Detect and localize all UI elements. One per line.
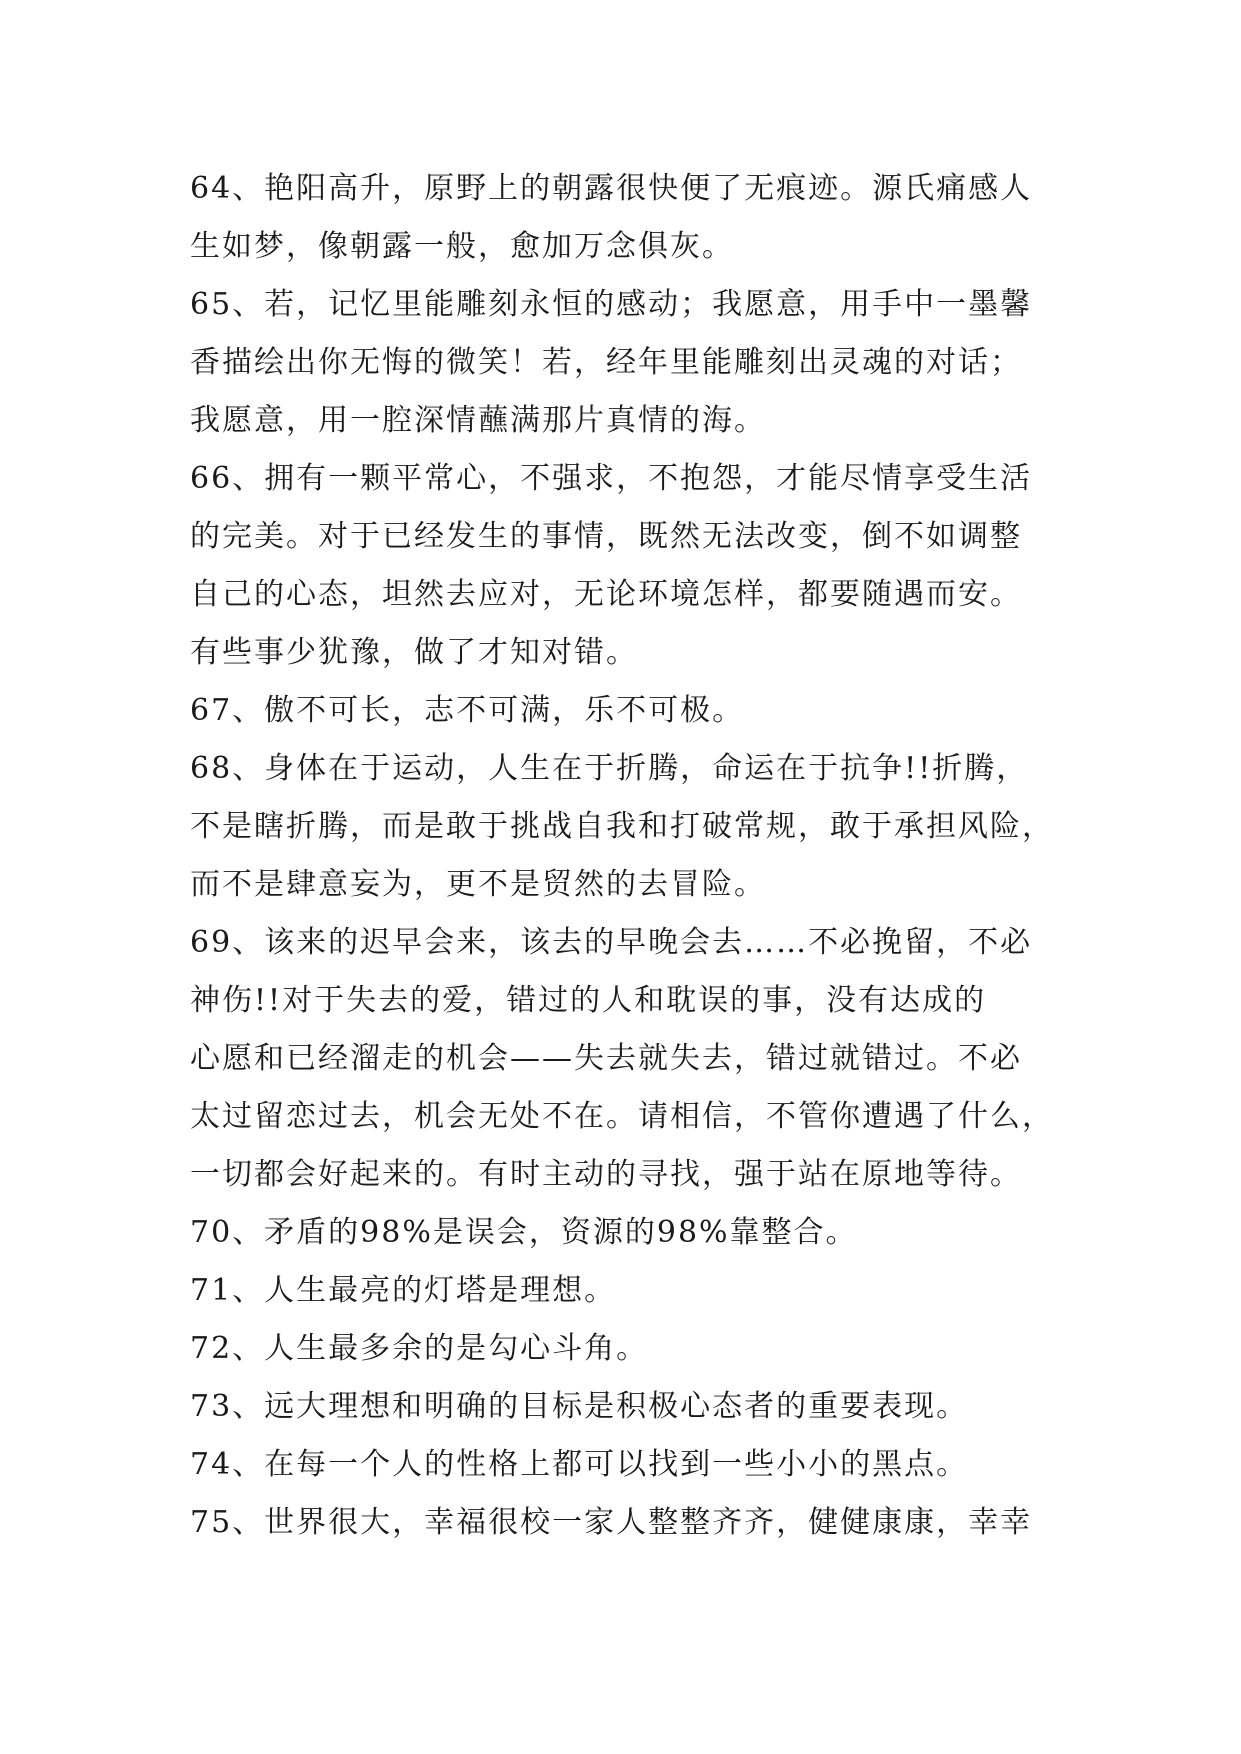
text-line: 65、若，记忆里能雕刻永恒的感动；我愿意，用手中一墨馨 <box>190 287 1033 322</box>
text-line: 75、世界很大，幸福很校一家人整整齐齐，健健康康，幸幸 <box>190 1505 1033 1540</box>
text-line: 的完美。对于已经发生的事情，既然无法改变，倒不如调整 <box>190 519 1022 554</box>
text-line: 心愿和已经溜走的机会——失去就失去，错过就错过。不必 <box>190 1041 1022 1076</box>
text-line: 68、身体在于运动，人生在于折腾，命运在于抗争!!折腾， <box>190 751 1029 786</box>
text-line: 66、拥有一颗平常心，不强求，不抱怨，才能尽情享受生活 <box>190 461 1033 496</box>
text-line: 一切都会好起来的。有时主动的寻找，强于站在原地等待。 <box>190 1157 1022 1192</box>
text-line: 71、人生最亮的灯塔是理想。 <box>190 1273 617 1308</box>
text-line: 神伤!!对于失去的爱，错过的人和耽误的事，没有达成的 <box>190 983 987 1018</box>
text-line: 不是瞎折腾，而是敢于挑战自我和打破常规，敢于承担风险， <box>190 809 1054 844</box>
text-line: 香描绘出你无悔的微笑！若，经年里能雕刻出灵魂的对话； <box>190 345 1022 380</box>
text-line: 而不是肆意妄为，更不是贸然的去冒险。 <box>190 867 766 902</box>
text-line: 72、人生最多余的是勾心斗角。 <box>190 1331 649 1366</box>
text-line: 太过留恋过去，机会无处不在。请相信，不管你遭遇了什么， <box>190 1099 1054 1134</box>
document-body <box>190 160 1070 1552</box>
text-line: 自己的心态，坦然去应对，无论环境怎样，都要随遇而安。 <box>190 577 1022 612</box>
text-line: 73、远大理想和明确的目标是积极心态者的重要表现。 <box>190 1389 969 1424</box>
text-line: 生如梦，像朝露一般，愈加万念俱灰。 <box>190 229 734 264</box>
text-line: 我愿意，用一腔深情蘸满那片真情的海。 <box>190 403 766 438</box>
text-line: 74、在每一个人的性格上都可以找到一些小小的黑点。 <box>190 1447 969 1482</box>
text-line: 69、该来的迟早会来，该去的早晚会去……不必挽留，不必 <box>190 925 1033 960</box>
text-line: 64、艳阳高升，原野上的朝露很快便了无痕迹。源氏痛感人 <box>190 171 1033 206</box>
text-line: 有些事少犹豫，做了才知对错。 <box>190 635 638 670</box>
text-line: 67、傲不可长，志不可满，乐不可极。 <box>190 693 745 728</box>
text-line: 70、矛盾的98%是误会，资源的98%靠整合。 <box>190 1215 858 1250</box>
